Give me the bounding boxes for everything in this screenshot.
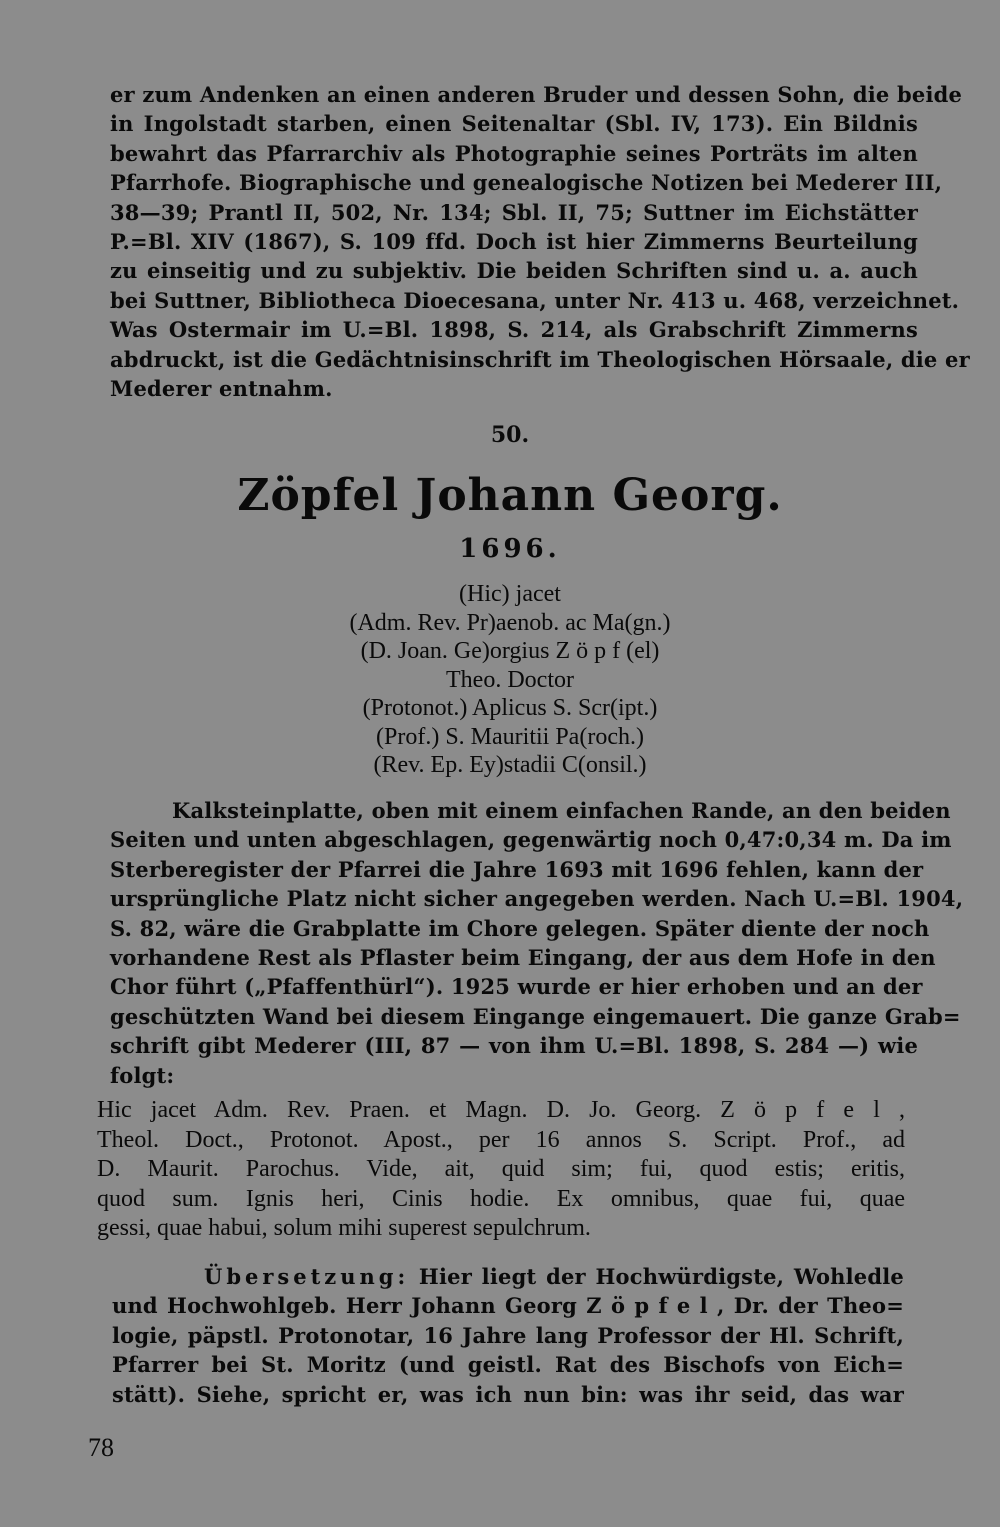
text-line: in Ingolstadt starben, einen Seitenaltar (Sbl. IV, 173). Ein Bildnis (110, 111, 918, 137)
text-line: Kalksteinplatte, oben mit einem einfachen Rande, an den beiden (172, 798, 951, 823)
latin-line: quod sum. Ignis heri, Cinis hodie. Ex omnibus, quae fui, quae (97, 1185, 905, 1212)
text-line: 38—39; Prantl II, 502, Nr. 134; Sbl. II, 75; Suttner im Eichstätter (110, 199, 918, 225)
text-line: geschützten Wand bei diesem Eingange eingemauert. Die ganze Grab= (110, 1003, 961, 1029)
text-line: folgt: (110, 1062, 175, 1088)
inscription-line: (Protonot.) Aplicus S. Scr(ipt.) (362, 695, 658, 721)
paragraph-biography-notes (110, 80, 970, 403)
entry-heading: Zöpfel Johann Georg. (237, 470, 783, 521)
text-line: und Hochwohlgeb. Herr Johann Georg Z ö p f e l , Dr. der Theo= (112, 1293, 904, 1319)
text-line: stätt). Siehe, spricht er, was ich nun bin: was ihr seid, das war (112, 1381, 904, 1407)
text-line: Mederer entnahm. (110, 376, 333, 402)
latin-line: D. Maurit. Parochus. Vide, ait, quid sim; fui, quod estis; eritis, (97, 1156, 905, 1183)
translation-first-line: Hier liegt der Hochwürdigste, Wohledle (418, 1264, 904, 1289)
paragraph-translation (112, 1262, 904, 1409)
text-line: schrift gibt Mederer (III, 87 — von ihm U.=Bl. 1898, S. 284 —) wie (110, 1033, 918, 1059)
text-line: abdruckt, ist die Gedächtnisinschrift im Theologischen Hörsaale, die er (110, 346, 970, 372)
paragraph-description (110, 796, 964, 1090)
entry-year: 1696. (459, 534, 561, 564)
latin-epitaph (97, 1096, 905, 1244)
text-line: Pfarrer bei St. Moritz (und geistl. Rat des Bischofs von Eich= (112, 1352, 904, 1378)
latin-line: Theol. Doct., Protonot. Apost., per 16 annos S. Script. Prof., ad (97, 1126, 905, 1153)
page-number: 78 (88, 1433, 114, 1462)
text-line: Seiten und unten abgeschlagen, gegenwärtig noch 0,47:0,34 m. Da im (110, 827, 952, 853)
text-line: bewahrt das Pfarrarchiv als Photographie seines Porträts im alten (110, 140, 918, 166)
translation-label: Übersetzung: (204, 1264, 410, 1289)
entry-number: 50. (490, 422, 530, 448)
inscription-line: (Rev. Ep. Ey)stadii C(onsil.) (373, 752, 647, 778)
text-line: S. 82, wäre die Grabplatte im Chore gelegen. Später diente der noch (110, 915, 930, 941)
text-line: Was Ostermair im U.=Bl. 1898, S. 214, als Grabschrift Zimmerns (110, 317, 918, 343)
text-line: ursprüngliche Platz nicht sicher angegeben werden. Nach U.=Bl. 1904, (110, 886, 964, 912)
tomb-inscription (0, 580, 1000, 780)
inscription-line: (Hic) jacet (459, 581, 561, 607)
text-line: er zum Andenken an einen anderen Bruder und dessen Sohn, die beide (110, 82, 963, 107)
text-line: P.=Bl. XIV (1867), S. 109 ffd. Doch ist hier Zimmerns Beurteilung (110, 229, 918, 255)
inscription-line: Theo. Doctor (446, 666, 574, 693)
text-line (142, 1262, 904, 1291)
text-line: bei Suttner, Bibliotheca Dioecesana, unter Nr. 413 u. 468, verzeichnet. (110, 287, 960, 313)
text-line: zu einseitig und zu subjektiv. Die beiden Schriften sind u. a. auch (110, 258, 918, 284)
text-line: Pfarrhofe. Biographische und genealogische Notizen bei Mederer III, (110, 170, 943, 196)
latin-line: Hic jacet Adm. Rev. Praen. et Magn. D. Jo. Georg. Z ö p f e l , (97, 1097, 905, 1123)
text-line: Chor führt („Pfaffenthürl“). 1925 wurde er hier erhoben und an der (110, 974, 923, 1000)
text-line: Sterberegister der Pfarrei die Jahre 1693 mit 1696 fehlen, kann der (110, 856, 924, 882)
text-line: vorhandene Rest als Pflaster beim Eingang, der aus dem Hofe in den (110, 945, 936, 971)
inscription-line: (D. Joan. Ge)orgius Z ö p f (el) (360, 638, 660, 664)
inscription-line: (Adm. Rev. Pr)aenob. ac Ma(gn.) (349, 609, 671, 636)
inscription-line: (Prof.) S. Mauritii Pa(roch.) (376, 723, 644, 750)
latin-line: gessi, quae habui, solum mihi superest sepulchrum. (97, 1215, 591, 1242)
text-line: logie, päpstl. Protonotar, 16 Jahre lang Professor der Hl. Schrift, (112, 1322, 904, 1348)
